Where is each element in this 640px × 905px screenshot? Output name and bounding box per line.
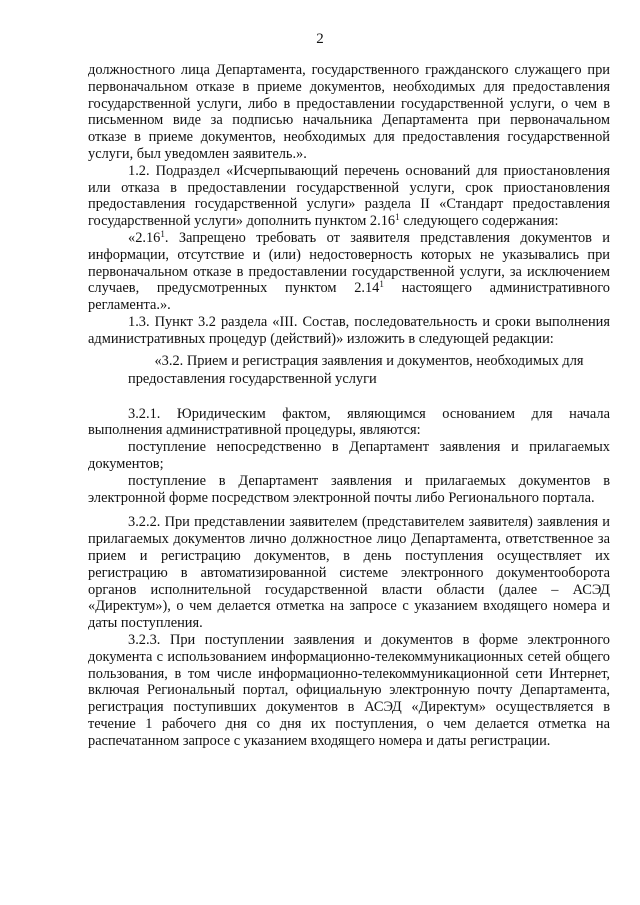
paragraph-3-2-2: 3.2.2. При представлении заявителем (представителем заявителя) заявления и прилагаемых документов лично должностное лицо Департамента, ответственное за прием и регистрацию документов, в день поступления осуществляет их регистрацию в автоматизированной системе электронного документооборота органов исполнительной государственной власти области (далее – АСЭД «Директум»), о чем делается отметка на запросе с указанием входящего номера и даты поступления. [88, 514, 610, 632]
page-number: 2 [316, 31, 324, 47]
paragraph-continuation: должностного лица Департамента, государственного гражданского служащего при первоначальном отказе в приеме документов, необходимых для предоставления государственной услуги, либо в предоставлении государственной услуги, о чем в письменном виде за подписью начальника Департамента при первоначальном отказе в приеме документов, необходимых для предоставления государственной услуги, был уведомлен заявитель.». [88, 62, 610, 162]
paragraph-1-3: 1.3. Пункт 3.2 раздела «III. Состав, последовательность и сроки выполнения административных процедур (действий)» изложить в следующей редакции: [88, 313, 610, 347]
section-heading: «3.2. Прием и регистрация заявления и документов, необходимых для предоставления государственной услуги [128, 352, 584, 387]
superscript: 1 [160, 228, 165, 239]
paragraph-list-item: поступление в Департамент заявления и прилагаемых документов в электронной форме посредством электронной почты либо Регионального портала. [88, 472, 610, 506]
paragraph-text: следующего содержания: [399, 213, 559, 230]
paragraph-1-2 [88, 163, 610, 230]
paragraph-text: «2.16 [128, 229, 161, 246]
paragraph-text: настоящего административного регламента.». [88, 280, 610, 314]
document-body [88, 62, 610, 749]
superscript: 1 [379, 279, 384, 290]
paragraph-text: 1.2. Подраздел «Исчерпывающий перечень оснований для приостановления или отказа в предоставлении государственной услуги, срок приостановления предоставления государственной услуги» раздела II «Стандарт предоставления государственной услуги» дополнить пунктом 2.16 [88, 162, 610, 230]
superscript: 1 [395, 212, 400, 223]
paragraph-list-item: поступление непосредственно в Департамент заявления и прилагаемых документов; [88, 439, 610, 472]
paragraph-text: . Запрещено требовать от заявителя представления документов и информации, отсутствие и (или) недостоверность которых не указывались при первоначальном отказе в предоставлении государственной услуги, за исключением случаев, предусмотренных пунктом 2.14 [88, 229, 610, 297]
spacer [88, 506, 610, 514]
paragraph-3-2-3: 3.2.3. При поступлении заявления и документов в форме электронного документа с использованием информационно-телекоммуникационных сетей общего пользования, в том числе информационно-телекоммуникационной сети Интернет, включая Региональный портал, официальную электронную почту Департамента, регистрация поступивших документов в АСЭД «Директум» осуществляется в течение 1 рабочего дня со дня их поступления, о чем делается отметка на распечатанном запросе с указанием входящего номера и даты регистрации. [88, 631, 610, 749]
paragraph-3-2-1: 3.2.1. Юридическим фактом, являющимся основанием для начала выполнения административной процедуры, являются: [88, 405, 610, 439]
paragraph-2-16-1 [88, 230, 610, 314]
